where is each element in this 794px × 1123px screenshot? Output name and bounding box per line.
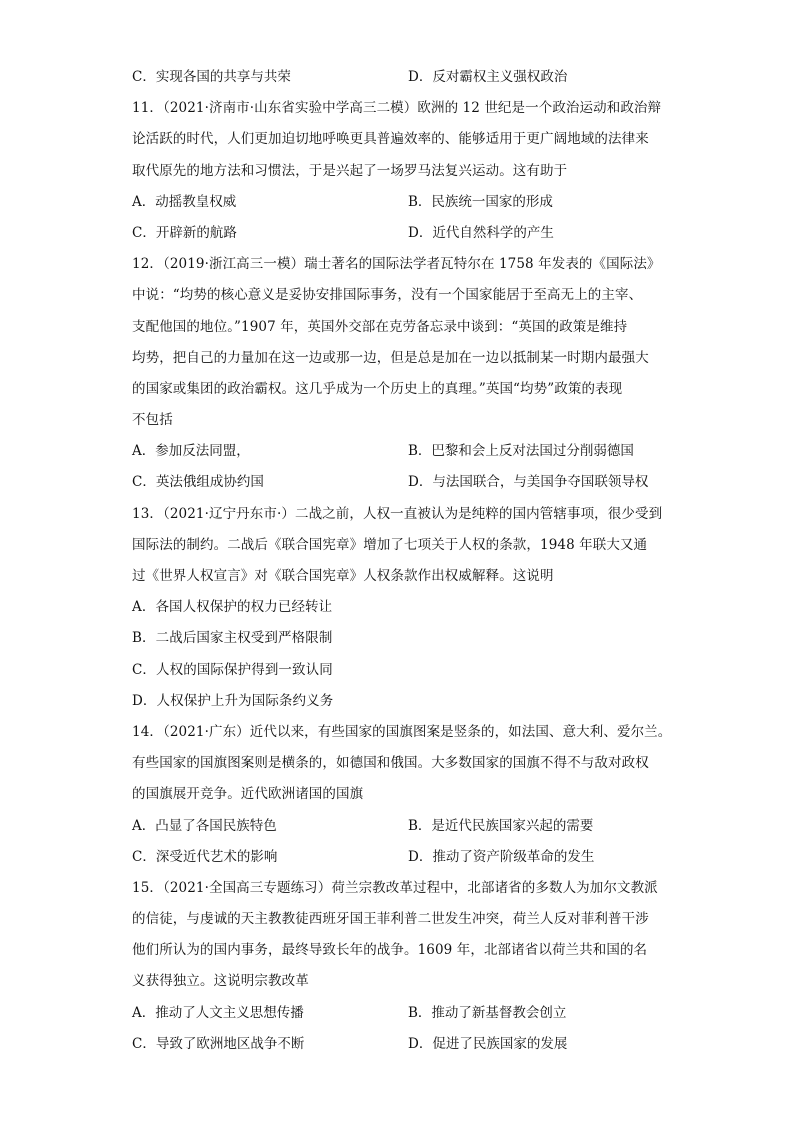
question-stem-line: 论活跃的时代，人们更加迫切地呼唤更具普遍效率的、能够适用于更广阔地域的法律来 <box>132 131 649 148</box>
question-11 <box>132 93 672 249</box>
option-b[interactable]: B．巴黎和会上反对法国过分削弱德国 <box>408 443 634 460</box>
option-b[interactable]: B．是近代民族国家兴起的需要 <box>408 817 594 834</box>
option-d[interactable]: D．与法国联合，与美国争夺国联领导权 <box>408 474 649 491</box>
option-b[interactable]: B．推动了新基督教会创立 <box>408 1004 567 1021</box>
question-stem-line: 不包括 <box>132 412 173 429</box>
option-a[interactable]: A．推动了人文主义思想传播 <box>132 1004 304 1021</box>
question-stem-line: 15．（2021·全国高三专题练习）荷兰宗教改革过程中，北部诸省的多数人为加尔文教派 <box>132 879 658 896</box>
option-a[interactable]: A．动摇教皇权威 <box>132 193 237 210</box>
question-stem-line: 的国旗展开竞争。近代欧洲诸国的国旗 <box>132 786 364 803</box>
question-stem-line: 14．（2021·广东）近代以来，有些国家的国旗图案是竖条的，如法国、意大利、爱尔兰。 <box>132 723 672 740</box>
option-a[interactable]: A．各国人权保护的权力已经转让 <box>132 599 333 616</box>
option-a[interactable]: A．凸显了各国民族特色 <box>132 817 277 834</box>
question-stem-line: 的信徒，与虔诚的天主教教徒西班牙国王菲利普二世发生冲突，荷兰人反对菲利普干涉 <box>132 911 649 928</box>
question-15 <box>132 873 672 1060</box>
option-row <box>132 187 672 218</box>
question-stem-line: 他们所认为的国内事务，最终导致长年的战争。1609 年，北部诸省以荷兰共和国的名 <box>132 942 648 959</box>
option-row <box>132 1029 672 1060</box>
option-row <box>132 998 672 1029</box>
question-10-tail <box>132 62 672 93</box>
question-stem-line: 国际法的制约。二战后《联合国宪章》增加了七项关于人权的条款，1948 年联大又通 <box>132 536 648 553</box>
option-row <box>132 218 672 249</box>
question-14 <box>132 717 672 873</box>
question-stem-line: 的国家或集团的政治霸权。这几乎成为一个历史上的真理。”英国“均势”政策的表现 <box>132 380 623 397</box>
question-sheet <box>132 62 672 1060</box>
option-c[interactable]: C．深受近代艺术的影响 <box>132 848 278 865</box>
question-stem-line: 均势，把自己的力量加在这一边或那一边，但是总是加在一边以抵制某一时期内最强大 <box>132 349 649 366</box>
question-12 <box>132 249 672 499</box>
question-stem-line: 中说：“均势的核心意义是妥协安排国际事务，没有一个国家能居于至高无上的主宰、 <box>132 287 643 304</box>
option-b[interactable]: B．二战后国家主权受到严格限制 <box>132 630 333 647</box>
question-stem-line: 支配他国的地位。”1907 年，英国外交部在克劳备忘录中谈到：“英国的政策是维持 <box>132 318 628 335</box>
question-stem-line: 取代原先的地方法和习惯法，于是兴起了一场罗马法复兴运动。这有助于 <box>132 162 568 179</box>
option-d[interactable]: D．人权保护上升为国际条约义务 <box>132 692 334 709</box>
question-stem-line: 有些国家的国旗图案则是横条的，如德国和俄国。大多数国家的国旗不得不与敌对政权 <box>132 755 649 772</box>
option-c[interactable]: C．英法俄组成协约国 <box>132 474 264 491</box>
option-c[interactable]: C．人权的国际保护得到一致认同 <box>132 661 333 678</box>
option-d[interactable]: D．促进了民族国家的发展 <box>408 1035 568 1052</box>
option-d[interactable]: D．近代自然科学的产生 <box>408 224 554 241</box>
question-13 <box>132 499 672 717</box>
question-stem-line: 13．（2021·辽宁丹东市·）二战之前，人权一直被认为是纯粹的国内管辖事项，很少受到 <box>132 505 663 522</box>
question-stem-line: 义获得独立。这说明宗教改革 <box>132 973 309 990</box>
option-c[interactable]: C．实现各国的共享与共荣 <box>132 69 291 85</box>
option-c[interactable]: C．开辟新的航路 <box>132 224 237 241</box>
option-b[interactable]: B．民族统一国家的形成 <box>408 193 553 210</box>
question-stem-line: 11．（2021·济南市·山东省实验中学高三二模）欧洲的 12 世纪是一个政治运动和政治辩 <box>132 100 662 117</box>
question-stem-line: 过《世界人权宣言》对《联合国宪章》人权条款作出权威解释。这说明 <box>132 568 554 584</box>
option-row <box>132 811 672 842</box>
option-d[interactable]: D．推动了资产阶级革命的发生 <box>408 848 595 865</box>
option-row <box>132 467 672 498</box>
option-row <box>132 842 672 873</box>
option-d[interactable]: D．反对霸权主义强权政治 <box>408 69 568 85</box>
option-row <box>132 436 672 467</box>
option-c[interactable]: C．导致了欧洲地区战争不断 <box>132 1035 305 1052</box>
option-a[interactable]: A．参加反法同盟， <box>132 443 250 460</box>
option-row <box>132 62 672 93</box>
question-stem-line: 12．（2019·浙江高三一模）瑞士著名的国际法学者瓦特尔在 1758 年发表的《国际法》 <box>132 256 661 273</box>
